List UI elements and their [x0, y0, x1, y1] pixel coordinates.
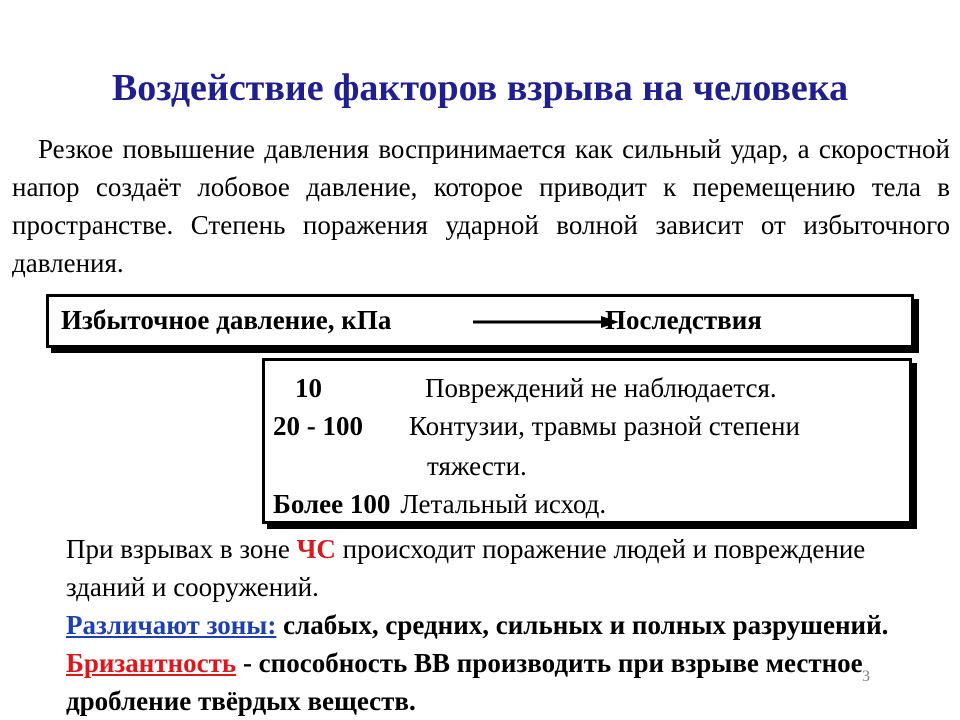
consequence-text: Повреждений не наблюдается. [425, 373, 777, 403]
brisance-text: - способность ВВ производить при взрыве местное дробление твёрдых веществ. [66, 648, 863, 716]
pressure-header-box [46, 294, 914, 348]
emergency-abbrev: ЧС [296, 534, 336, 564]
brisance-link[interactable]: Бризантность [66, 648, 237, 678]
slide-title: Воздействие факторов взрыва на человека [111, 67, 849, 109]
consequence-text-continued: тяжести. [427, 451, 527, 481]
header-pressure-label: Избыточное давление, кПа [61, 305, 392, 335]
slide-number: 3 [862, 668, 870, 685]
table-row [273, 411, 800, 442]
pressure-consequences-table [262, 358, 912, 524]
pressure-value: Более 100 [273, 489, 391, 519]
pressure-value: 10 [295, 373, 322, 403]
zones-paragraph [66, 606, 916, 720]
header-consequences-label: Последствия [605, 305, 762, 335]
table-row [273, 373, 777, 404]
intro-text [12, 130, 950, 282]
consequence-text: Летальный исход. [400, 489, 607, 519]
pressure-value: 20 - 100 [273, 411, 363, 441]
para1-text-before: При взрывах в зоне [66, 534, 297, 564]
consequence-text: Контузии, травмы разной степени [409, 411, 800, 441]
zones-link[interactable]: Различают зоны: [66, 610, 277, 640]
emergency-paragraph [66, 530, 896, 606]
table-row [273, 489, 606, 520]
intro-paragraph: Резкое повышение давления воспринимается как сильный удар, а скоростной напор создаёт лобовое давление, которое приводит к перемещению тела в пространстве. Степень поражения ударной волной зависит от избыточного давления. [12, 134, 950, 278]
right-arrow-icon [473, 314, 621, 330]
para1-text-after: происходит поражение людей и повреждение зданий и сооружений. [66, 534, 866, 602]
zones-text: слабых, средних, сильных и полных разрушений. [276, 610, 889, 640]
